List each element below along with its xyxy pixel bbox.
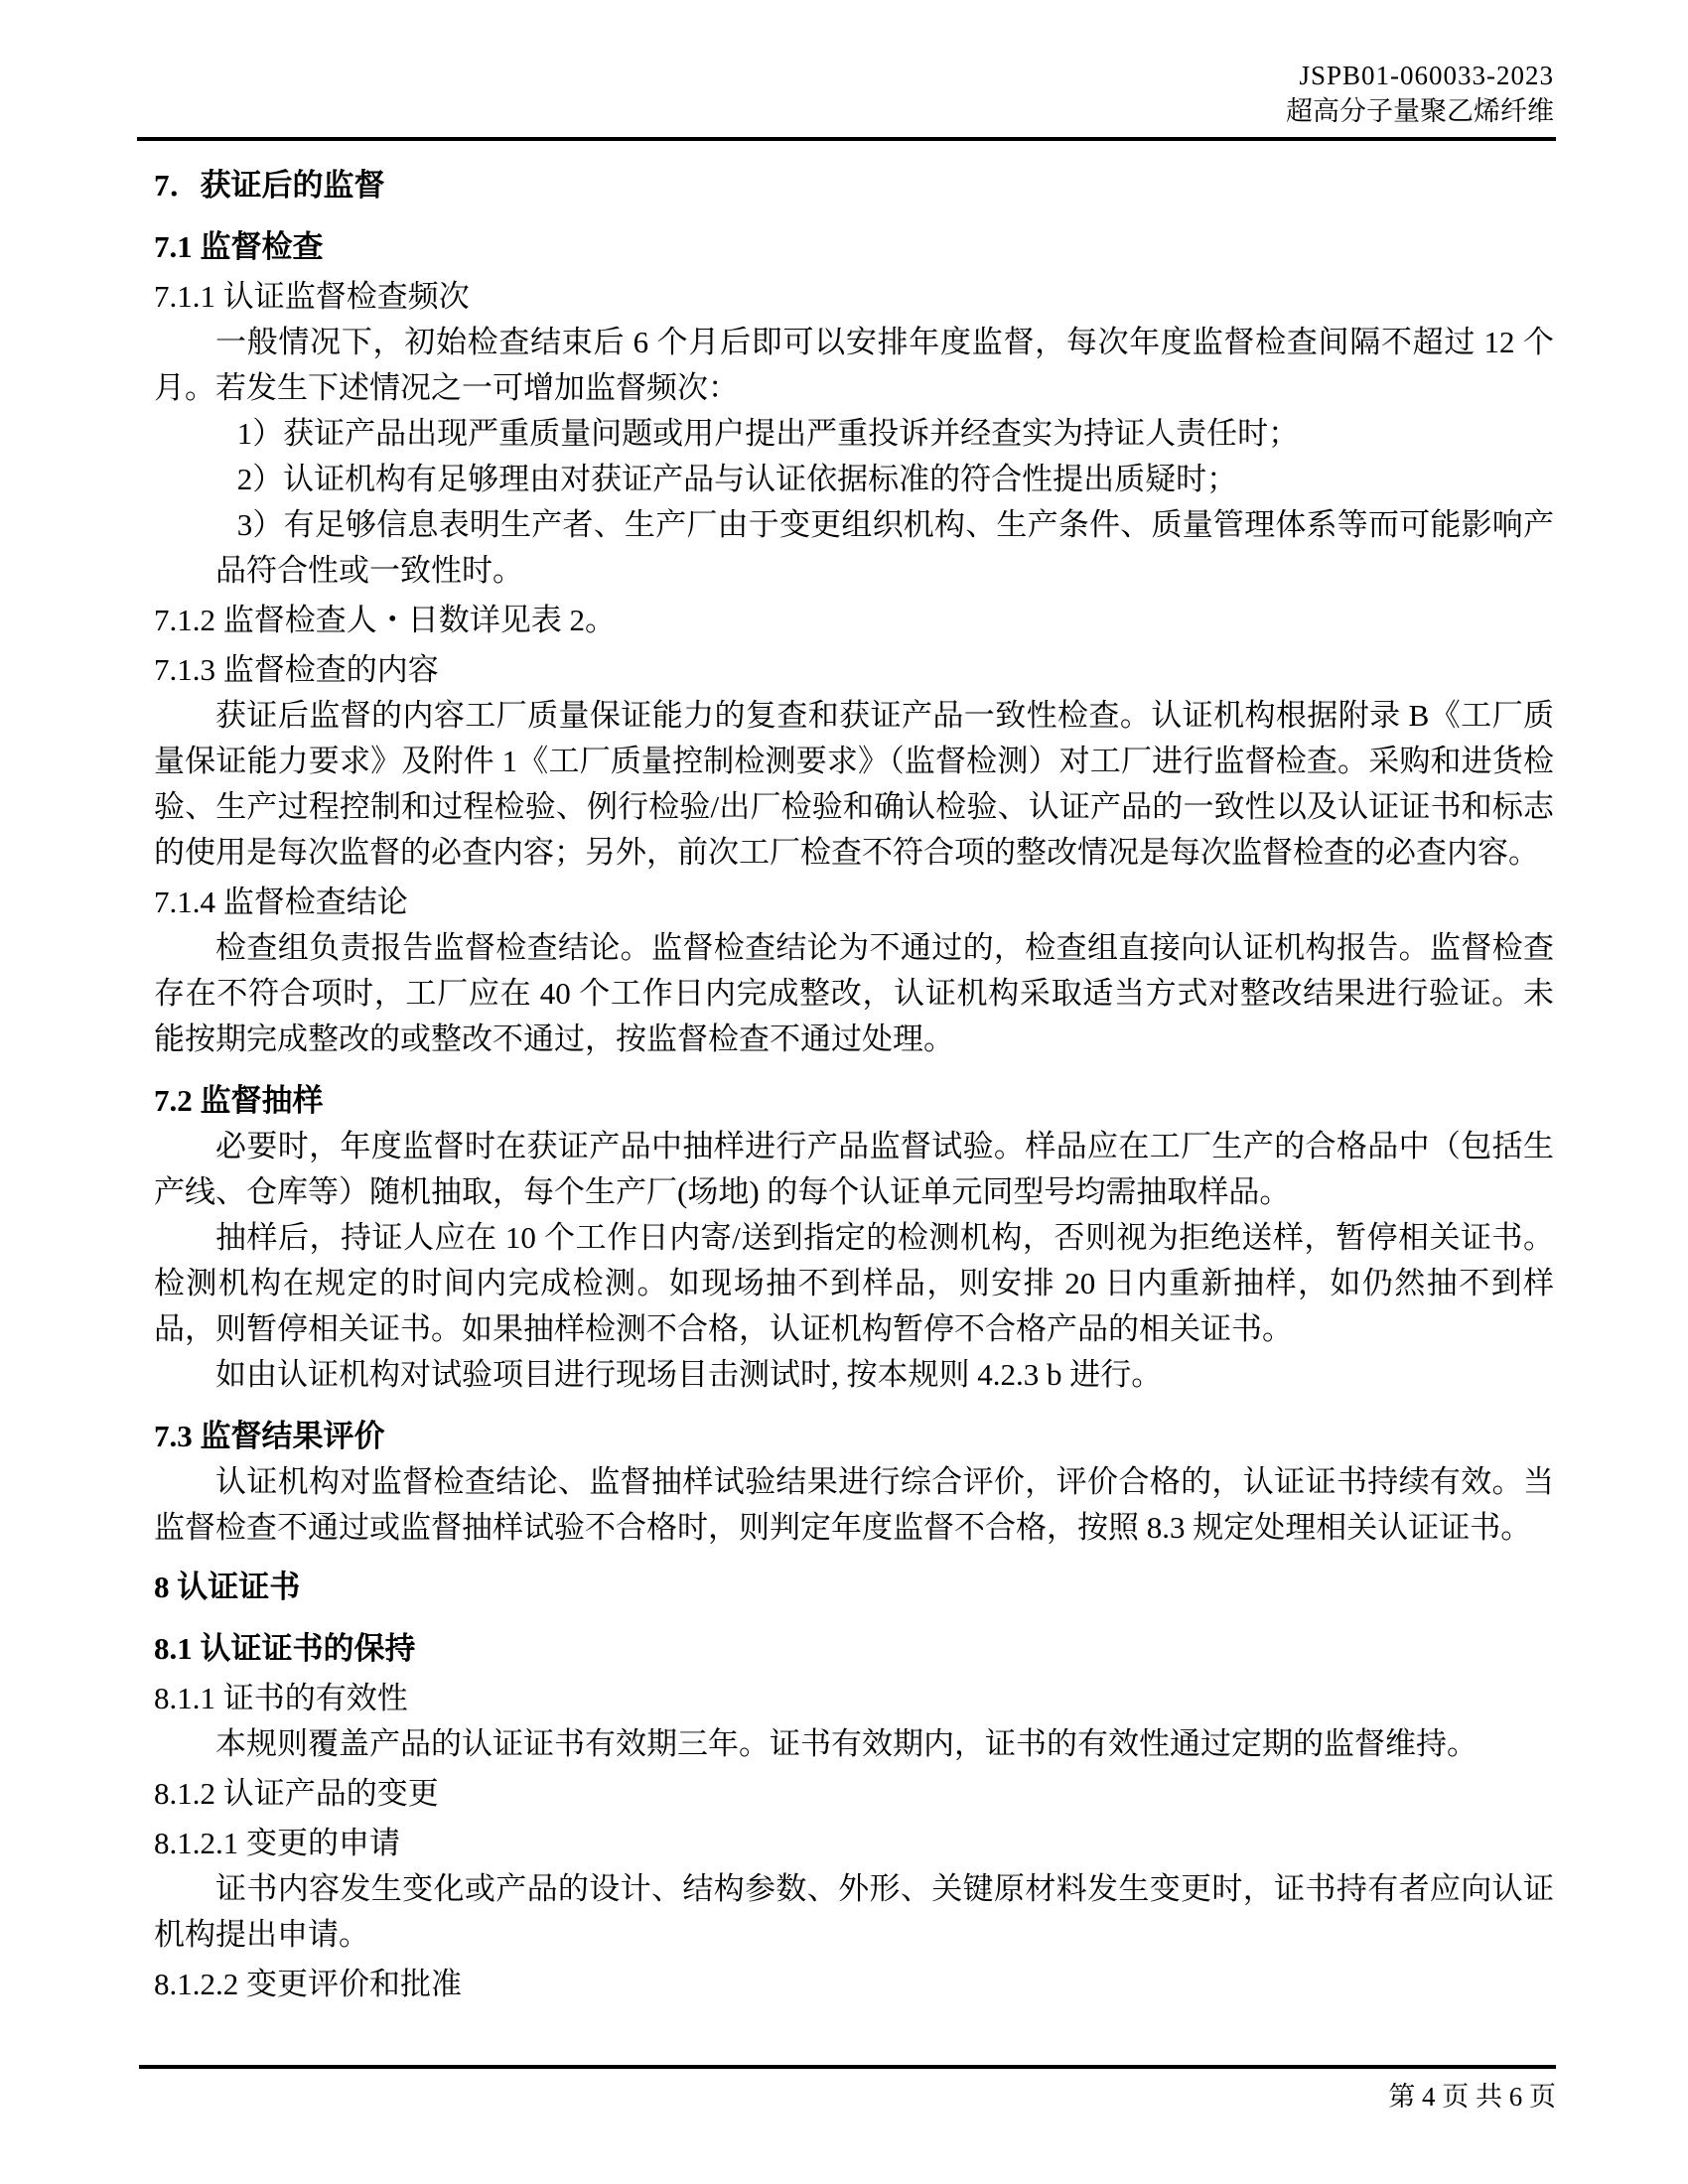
paragraph-inspection-conclusion: 检查组负责报告监督检查结论。监督检查结论为不通过的，检查组直接向认证机构报告。监督检查存在不符合项时，工厂应在 40 个工作日内完成整改，认证机构采取适当方式对整改结果进行验证。未能按期完成整改的或整改不通过，按监督检查不通过处理。 [154, 930, 1554, 1056]
document-number: JSPB01-060033-2023 [1299, 61, 1554, 90]
list-item-3: 3）有足够信息表明生产者、生产厂由于变更组织机构、生产条件、质量管理体系等而可能影响产品符合性或一致性时。 [215, 507, 1554, 588]
paragraph-sampling-1: 必要时，年度监督时在获证产品中抽样进行产品监督试验。样品应在工厂生产的合格品中（包括生产线、仓库等）随机抽取，每个生产厂(场地) 的每个认证单元同型号均需抽取样品。 [154, 1129, 1554, 1209]
paragraph-sampling-3: 如由认证机构对试验项目进行现场目击测试时, 按本规则 4.2.3 b 进行。 [215, 1357, 1163, 1392]
document-body [154, 149, 1554, 2007]
paragraph-certificate-validity: 本规则覆盖产品的认证证书有效期三年。证书有效期内，证书的有效性通过定期的监督维持。 [215, 1726, 1477, 1761]
list-item-2: 2）认证机构有足够理由对获证产品与认证依据标准的符合性提出质疑时； [236, 462, 1238, 496]
heading-7-1-4-inspection-conclusion: 7.1.4 监督检查结论 [154, 885, 408, 919]
list-item-1: 1）获证产品出现严重质量问题或用户提出严重投诉并经查实为持证人责任时； [236, 416, 1300, 451]
heading-7-post-certification-supervision: 7．获证后的监督 [154, 168, 385, 203]
page-number: 第 4 页 共 6 页 [1388, 2082, 1556, 2112]
paragraph-result-evaluation: 认证机构对监督检查结论、监督抽样试验结果进行综合评价，评价合格的，认证证书持续有效。当监督检查不通过或监督抽样试验不合格时，则判定年度监督不合格，按照 8.3 规定处理相关认证证书。 [154, 1464, 1554, 1545]
heading-7-2-supervision-sampling: 7.2 监督抽样 [154, 1083, 324, 1118]
heading-7-1-2-person-days: 7.1.2 监督检查人・日数详见表 2。 [154, 603, 616, 637]
paragraph-sampling-2: 抽样后，持证人应在 10 个工作日内寄/送到指定的检测机构，否则视为拒绝送样，暂停相关证书。检测机构在规定的时间内完成检测。如现场抽不到样品，则安排 20 日内重新抽样，如仍然抽不到样品，则暂停相关证书。如果抽样检测不合格，认证机构暂停不合格产品的相关证书。 [154, 1220, 1554, 1346]
heading-7-1-supervision-inspection: 7.1 监督检查 [154, 229, 324, 264]
heading-8-1-2-1-change-application: 8.1.2.1 变更的申请 [154, 1826, 400, 1860]
page-header [137, 58, 1554, 129]
heading-7-1-1-inspection-frequency: 7.1.1 认证监督检查频次 [154, 279, 470, 314]
heading-8-certification-certificate: 8 认证证书 [154, 1570, 301, 1604]
heading-7-3-result-evaluation: 7.3 监督结果评价 [154, 1419, 385, 1453]
paragraph-change-application: 证书内容发生变化或产品的设计、结构参数、外形、关键原材料发生变更时，证书持有者应向认证机构提出申请。 [154, 1871, 1554, 1952]
heading-8-1-1-certificate-validity: 8.1.1 证书的有效性 [154, 1681, 408, 1715]
document-title: 超高分子量聚乙烯纤维 [1286, 96, 1554, 126]
paragraph-inspection-content: 获证后监督的内容工厂质量保证能力的复查和获证产品一致性检查。认证机构根据附录 B《工厂质量保证能力要求》及附件 1《工厂质量控制检测要求》（监督检测）对工厂进行监督检查。采购和进货检验、生产过程控制和过程检验、例行检验/出厂检验和确认检验、认证产品的一致性以及认证证书和标志的使用是每次监督的必查内容；另外，前次工厂检查不符合项的整改情况是每次监督检查的必查内容。 [154, 698, 1554, 870]
heading-8-1-certificate-maintenance: 8.1 认证证书的保持 [154, 1631, 416, 1666]
page-footer [139, 2065, 1556, 2114]
heading-8-1-2-2-change-approval: 8.1.2.2 变更评价和批准 [154, 1967, 462, 2001]
header-rule [137, 137, 1556, 141]
paragraph-inspection-frequency: 一般情况下，初始检查结束后 6 个月后即可以安排年度监督，每次年度监督检查间隔不超过 12 个月。若发生下述情况之一可增加监督频次： [154, 325, 1554, 405]
heading-7-1-3-inspection-content: 7.1.3 监督检查的内容 [154, 652, 439, 687]
heading-8-1-2-product-change: 8.1.2 认证产品的变更 [154, 1776, 439, 1811]
